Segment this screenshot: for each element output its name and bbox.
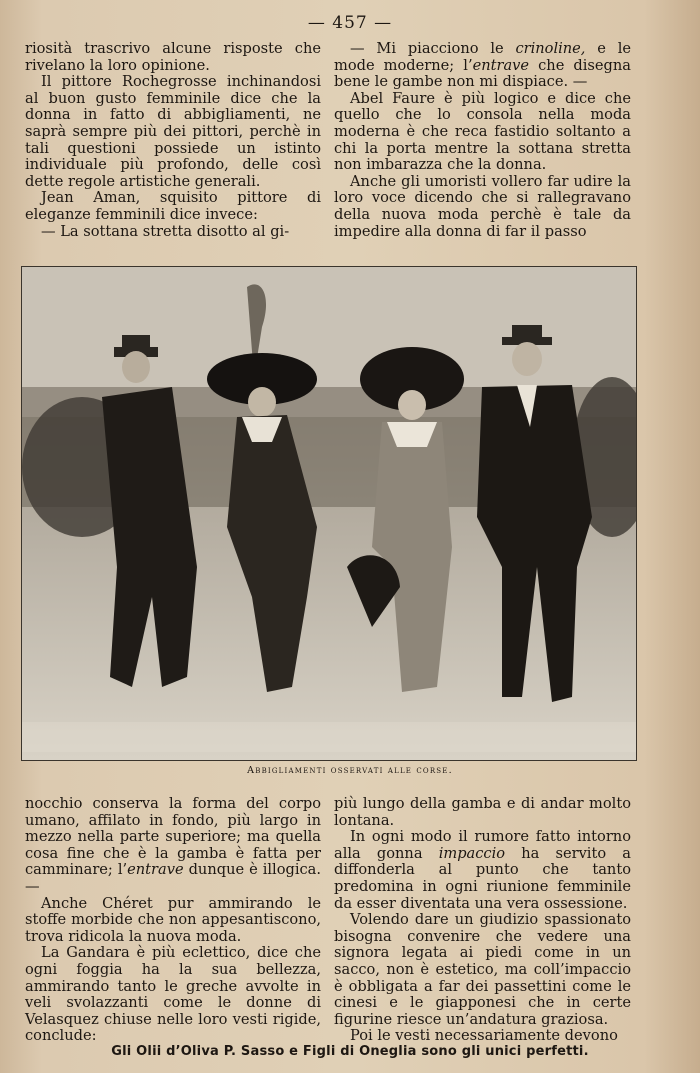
advertisement-footer: Gli Olii d’Oliva P. Sasso e Figli di Oneglia sono gli unici perfetti. <box>111 1044 589 1059</box>
column-top-right <box>334 41 631 240</box>
photo-illustration <box>22 267 636 760</box>
paragraph: nocchio conserva la forma del corpo umano, affilato in fondo, più largo in mezzo nella parte superiore; ma quella cosa fine che è la gamba è fatta per camminare; l’entrave dunque è illogica. — <box>25 795 321 895</box>
paragraph: riosità trascrivo alcune risposte che rivelano la loro opinione. <box>25 40 321 74</box>
paragraph: Anche Chéret pur ammirando le stoffe morbide che non appesantiscono, trova ridicola la nuova moda. <box>25 894 321 945</box>
paragraph: più lungo della gamba e di andar molto lontana. <box>334 795 631 829</box>
paragraph: In ogni modo il rumore fatto intorno alla gonna impaccio ha servito a diffonderla al punto che tanto predomina in ogni riunione femminile da esser diventata una vera ossessione. <box>334 828 631 912</box>
paragraph: Il pittore Rochegrosse inchinandosi al buon gusto femminile dice che la donna in fatto di abbigliamenti, ne saprà sempre più dei pittori, perchè in tali questioni possiede un istinto individuale più profondo, delle così dette regole artistiche generali. <box>25 73 321 190</box>
paragraph: Jean Aman, squisito pittore di eleganze femminili dice invece: <box>25 189 321 223</box>
paragraph: Abel Faure è più logico e dice che quello che lo consola nella moda moderna è che reca fastidio soltanto a chi la porta mentre la sottana stretta non imbarazza che la donna. <box>334 89 631 174</box>
paragraph: — Mi piacciono le crinoline, e le mode moderne; l’entrave che disegna bene le gambe non mi dispiace. — <box>334 40 632 91</box>
paragraph: Poi le vesti necessariamente devono <box>350 1027 618 1045</box>
italic-term: crinoline, <box>515 40 586 57</box>
paragraph: Anche gli umoristi vollero far udire la loro voce dicendo che si rallegravano della nuova moda perchè è tale da impedire alla donna di far il passo <box>334 172 631 240</box>
italic-term: entrave <box>472 56 530 74</box>
paragraph: — La sottana stretta disotto al gi- <box>41 222 290 240</box>
column-bottom-right <box>334 796 631 1045</box>
italic-term: impaccio <box>438 844 506 862</box>
paragraph: La Gandara è più eclettico, dice che ogni foggia ha la sua bellezza, ammirando tanto le greche avvolte in veli svolazzanti come le donne di Velasquez chiuse nelle loro vesti rigide, conclude: <box>25 944 321 1045</box>
page-number: — 457 — <box>307 13 393 33</box>
column-bottom-left <box>25 796 321 1045</box>
paragraph: Volendo dare un giudizio spassionato bisogna convenire che vedere una signora legata ai piedi come in un sacco, non è estetico, ma coll’impaccio è obbligata a far dei passettini come le cinesi e le giapponesi che in certe figurine riesce un’andatura graziosa. <box>334 911 631 1028</box>
column-top-left <box>25 41 321 240</box>
fashion-photograph <box>21 266 637 761</box>
photo-caption: Abbigliamenti osservati alle corse. <box>247 765 453 776</box>
italic-term: entrave <box>127 861 184 879</box>
